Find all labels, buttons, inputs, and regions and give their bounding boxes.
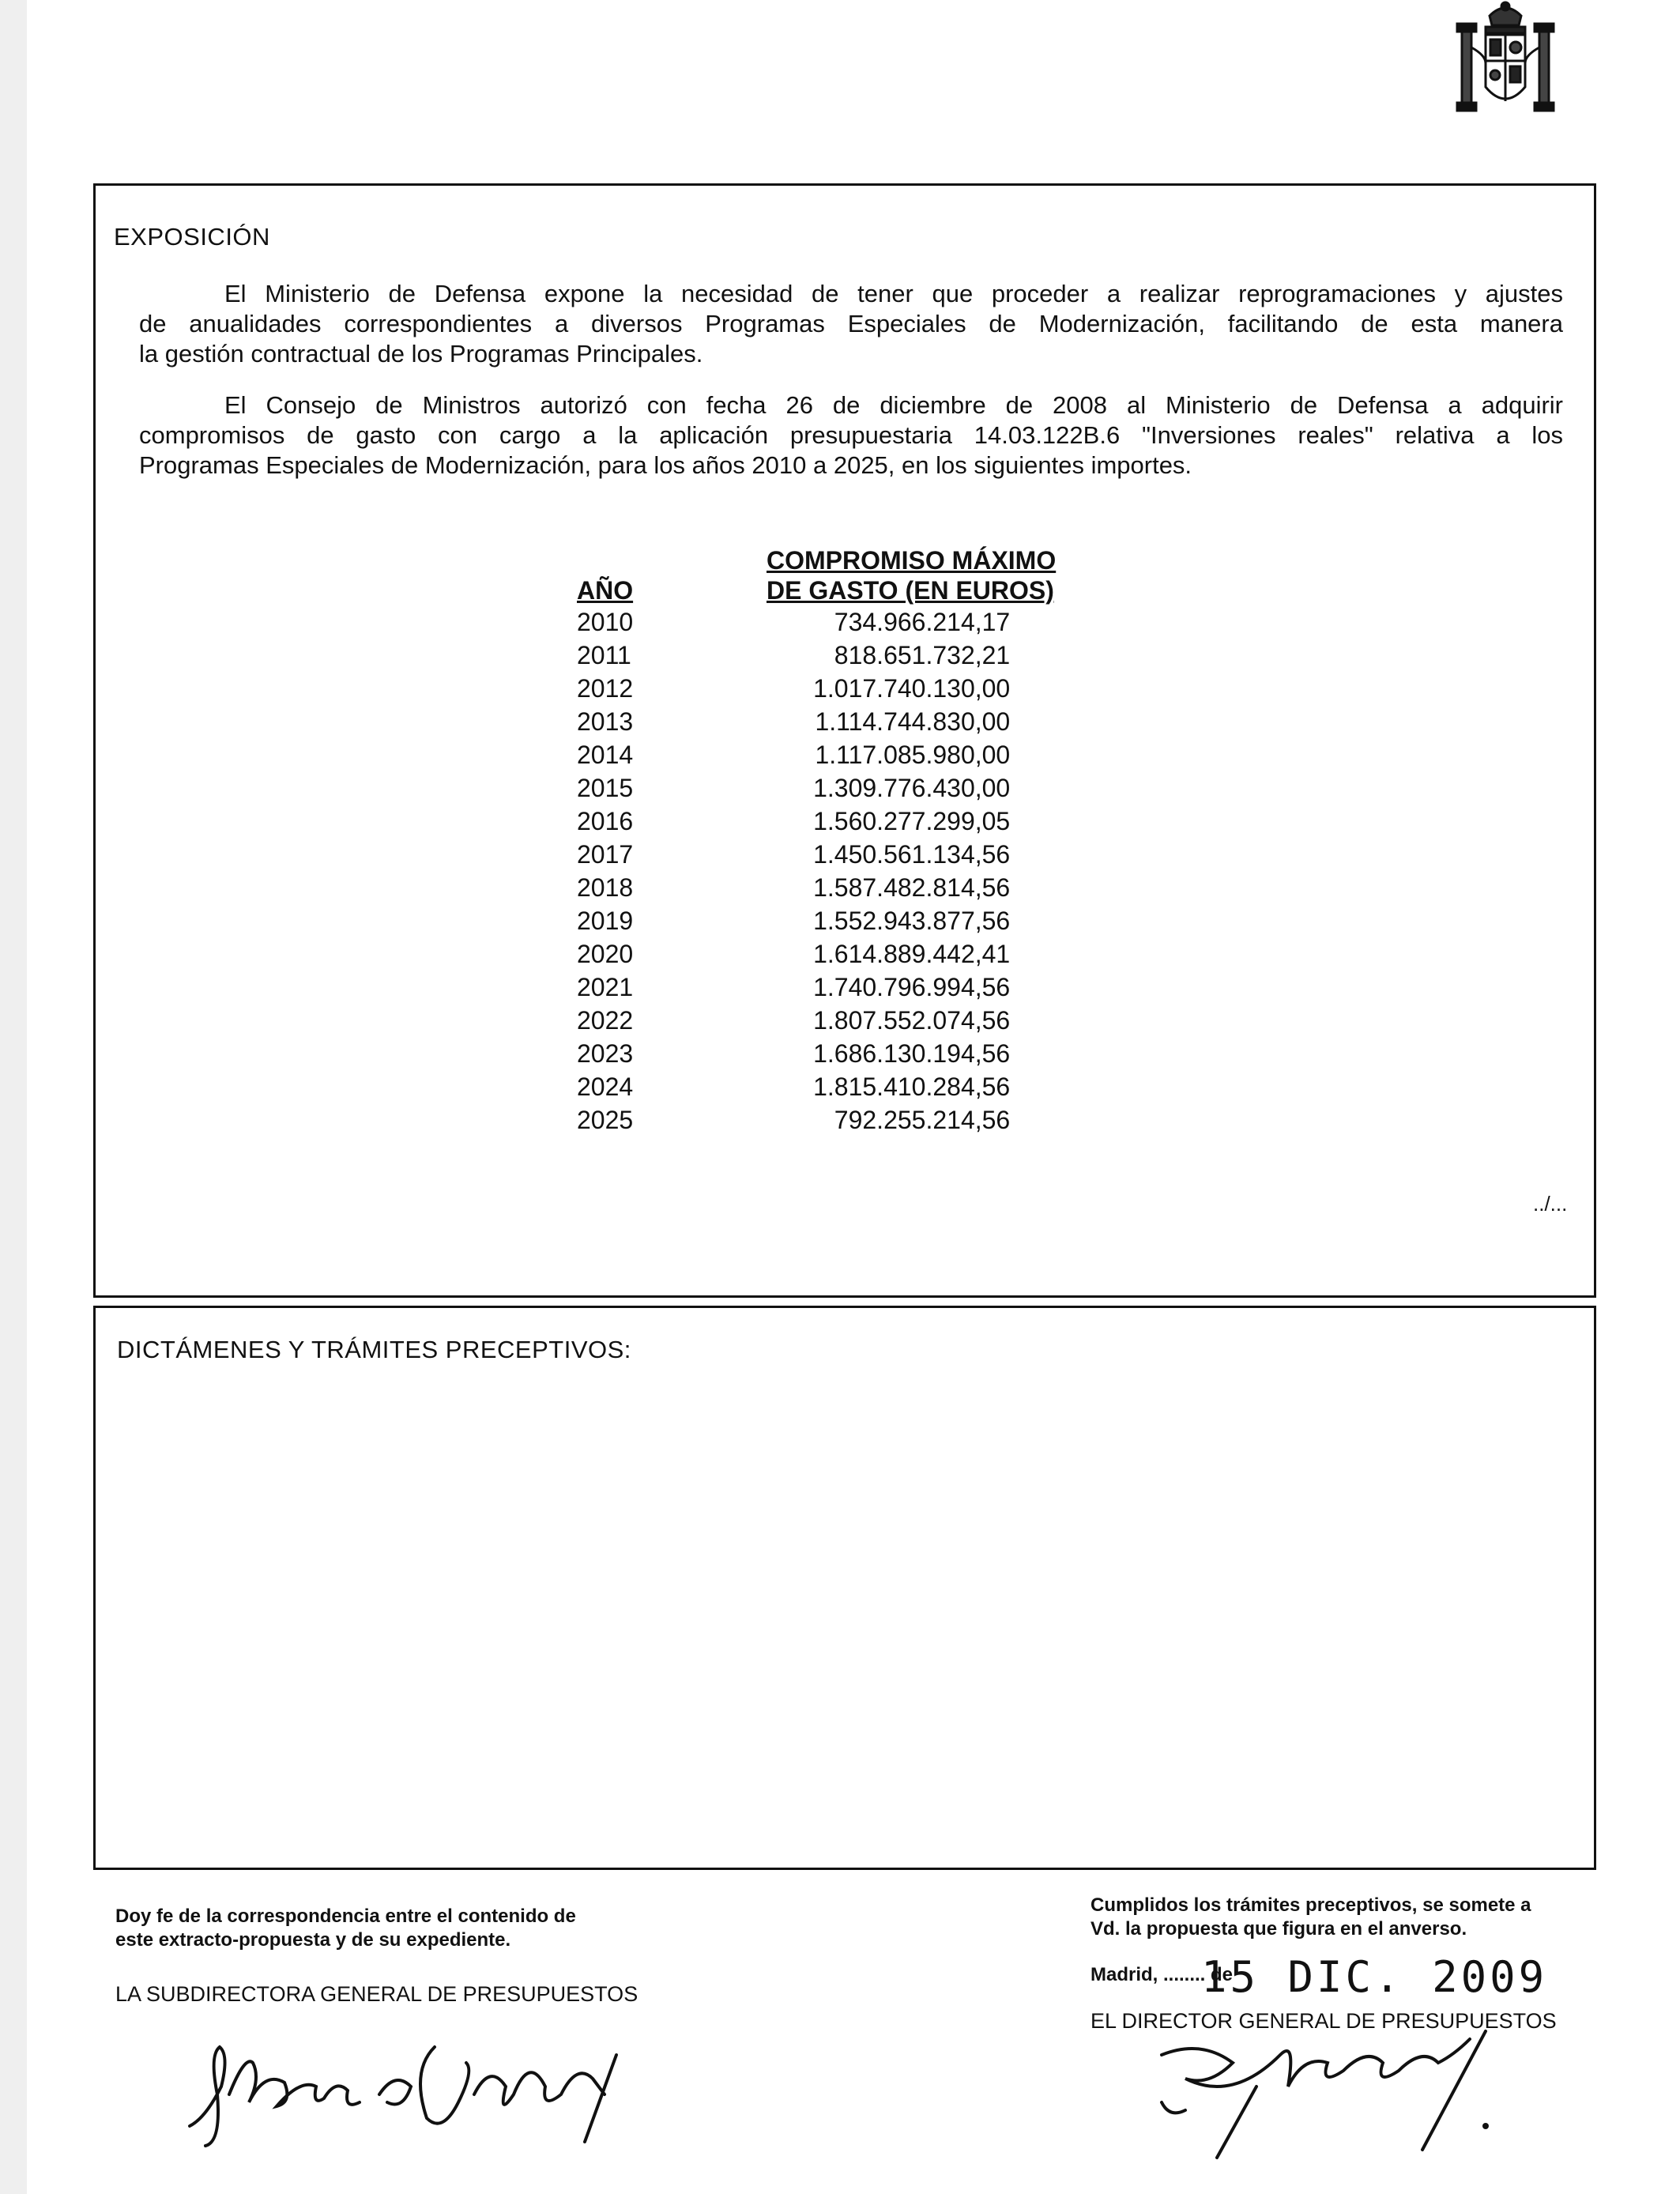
coat-of-arms-icon (1446, 0, 1565, 126)
year-cell: 2011 (577, 641, 631, 669)
amount-cell: 792.255.214,56 (834, 1106, 1011, 1134)
table-row (577, 838, 1056, 871)
year-cell: 2014 (577, 741, 634, 769)
amount-cell: 1.114.744.830,00 (815, 707, 1011, 736)
year-cell: 2025 (577, 1106, 634, 1134)
year-cell: 2021 (577, 973, 634, 1001)
paragraph-2-line-3: Programas Especiales de Modernización, para los años 2010 a 2025, en los siguientes importes. (139, 451, 1192, 479)
paragraph-2-line-2: compromisos de gasto con cargo a la aplicación presupuestaria 14.03.122B.6 "Inversiones reales" relativa a los (139, 421, 1563, 449)
table-row (577, 639, 1056, 672)
table-row (577, 1070, 1056, 1103)
table-row (577, 605, 1056, 639)
year-cell: 2017 (577, 840, 634, 869)
year-column-header: AÑO (577, 576, 634, 605)
scan-edge (0, 0, 27, 2194)
year-cell: 2015 (577, 774, 634, 802)
paragraph-1-line-2: de anualidades correspondientes a diversos Programas Especiales de Modernización, facilitando de esta manera (139, 310, 1563, 337)
year-cell: 2018 (577, 873, 634, 902)
commitments-rows (577, 605, 1056, 1137)
table-row (577, 1004, 1056, 1037)
year-cell: 2020 (577, 940, 634, 968)
amount-cell: 1.815.410.284,56 (813, 1072, 1011, 1101)
date-stamp: 15 DIC. 2009 (1201, 1952, 1548, 2002)
amount-cell: 1.614.889.442,41 (813, 940, 1011, 968)
table-row (577, 805, 1056, 838)
exposicion-paragraph-1 (139, 279, 1563, 369)
dictamenes-heading: DICTÁMENES Y TRÁMITES PRECEPTIVOS: (117, 1336, 631, 1363)
amount-cell: 734.966.214,17 (834, 608, 1011, 636)
exposicion-heading: EXPOSICIÓN (114, 223, 270, 251)
continuation-mark: ../... (1533, 1192, 1568, 1216)
year-cell: 2022 (577, 1006, 634, 1035)
amount-cell: 1.740.796.994,56 (813, 973, 1011, 1001)
amount-cell: 1.807.552.074,56 (813, 1006, 1011, 1035)
submission-line-1: Cumplidos los trámites preceptivos, se somete a (1090, 1894, 1531, 1916)
table-row (577, 937, 1056, 971)
right-signatory-title: EL DIRECTOR GENERAL DE PRESUPUESTOS (1090, 2009, 1557, 2033)
amount-cell: 1.450.561.134,56 (813, 840, 1011, 869)
place-date: Madrid, ........ de (1090, 1964, 1234, 1985)
table-row (577, 738, 1056, 771)
left-signature (174, 2007, 664, 2150)
right-signature (1138, 1992, 1549, 2166)
table-row (577, 672, 1056, 705)
table-row (577, 904, 1056, 937)
submission-line-2: Vd. la propuesta que figura en el anverso. (1090, 1918, 1467, 1940)
exposicion-paragraph-2 (139, 390, 1563, 481)
year-cell: 2019 (577, 907, 634, 935)
year-cell: 2013 (577, 707, 634, 736)
amount-column-header (767, 545, 1056, 605)
amount-cell: 1.552.943.877,56 (813, 907, 1011, 935)
certification-text (115, 1905, 576, 1952)
amount-header-line-2: DE GASTO (EN EUROS) (767, 576, 1054, 605)
paragraph-2-line-1: El Consejo de Ministros autorizó con fecha 26 de diciembre de 2008 al Ministerio de Defensa a adquirir (224, 391, 1563, 419)
amount-cell: 1.587.482.814,56 (813, 873, 1011, 902)
paragraph-1-line-1: El Ministerio de Defensa expone la necesidad de tener que proceder a realizar reprogramaciones y ajustes (224, 280, 1563, 307)
certification-line-2: este extracto-propuesta y de su expediente. (115, 1929, 511, 1951)
table-row (577, 1103, 1056, 1137)
amount-cell: 1.117.085.980,00 (815, 741, 1011, 769)
table-row (577, 705, 1056, 738)
year-cell: 2024 (577, 1072, 634, 1101)
table-row (577, 971, 1056, 1004)
amount-cell: 818.651.732,21 (834, 641, 1011, 669)
year-cell: 2010 (577, 608, 634, 636)
amount-cell: 1.686.130.194,56 (813, 1039, 1011, 1068)
amount-cell: 1.560.277.299,05 (813, 807, 1011, 835)
certification-line-1: Doy fe de la correspondencia entre el contenido de (115, 1906, 576, 1927)
year-cell: 2016 (577, 807, 634, 835)
table-row (577, 771, 1056, 805)
dictamenes-section (93, 1306, 1596, 1870)
year-cell: 2023 (577, 1039, 634, 1068)
submission-text (1090, 1894, 1531, 1941)
left-signatory-title: LA SUBDIRECTORA GENERAL DE PRESUPUESTOS (115, 1982, 638, 2006)
amount-cell: 1.309.776.430,00 (813, 774, 1011, 802)
commitments-table (577, 545, 1056, 1137)
paragraph-1-line-3: la gestión contractual de los Programas Principales. (139, 340, 703, 368)
table-row (577, 871, 1056, 904)
table-row (577, 1037, 1056, 1070)
amount-cell: 1.017.740.130,00 (813, 674, 1011, 703)
amount-header-line-1: COMPROMISO MÁXIMO (767, 546, 1057, 575)
year-cell: 2012 (577, 674, 634, 703)
